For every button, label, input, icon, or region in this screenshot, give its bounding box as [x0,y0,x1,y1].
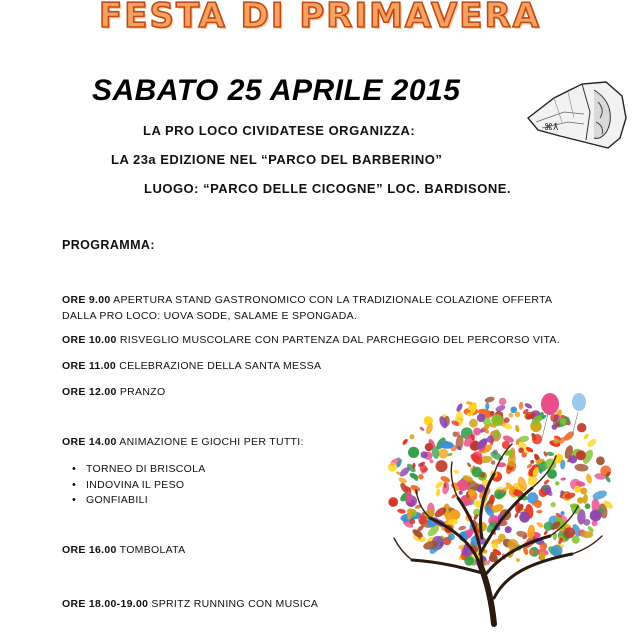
leaf-shape [518,448,524,454]
leaf-shape [466,462,472,468]
leaf-shape [577,423,586,432]
leaf-shape [529,549,535,555]
leaf-shape [524,402,533,409]
leaf-shape [484,396,495,404]
leaf-shape [555,481,559,485]
leaf-shape [539,543,547,551]
leaf-shape [490,411,495,416]
svg-text:⌘ƛ: ⌘ƛ [544,123,559,133]
leaf-shape [551,545,563,557]
leaf-shape [401,438,408,446]
programme-time: ORE 18.00-19.00 [62,598,149,610]
leaf-shape [574,463,589,472]
leaf-shape [407,508,413,514]
leaf-shape [560,418,566,424]
programme-item [62,358,321,374]
leaf-shape [580,488,587,495]
stone-relief-sketch-icon [524,78,630,154]
leaf-shape [421,451,428,458]
programme-heading: PROGRAMMA: [62,238,155,252]
colorful-spring-tree-icon [382,378,618,628]
leaf-shape [514,424,520,432]
leaf-shape [553,438,559,444]
leaf-shape [569,455,577,463]
leaf-shape [576,450,586,460]
programme-text: SPRITZ RUNNING CON MUSICA [148,598,319,610]
leaf-shape [418,515,427,524]
event-date: SABATO 25 APRILE 2015 [92,74,461,107]
leaf-shape [586,437,598,448]
leaf-shape [544,522,553,531]
leaf-shape [459,491,463,495]
leaf-shape [485,402,489,410]
leaf-shape [546,451,554,456]
programme-text: TOMBOLATA [116,544,186,556]
leaf-shape [504,417,510,423]
leaf-shape [518,402,523,410]
leaf-shape [550,414,558,422]
leaf-shape [410,434,415,439]
leaf-shape [390,499,397,506]
leaf-shape [583,433,590,440]
leaf-shape [574,486,581,493]
leaf-shape [448,533,455,540]
organizer-line: LA PRO LOCO CIVIDATESE ORGANIZZA: [143,123,416,138]
leaf-shape [492,543,499,550]
programme-item [62,292,552,324]
leaf-shape [464,556,474,566]
leaf-shape [458,525,467,531]
leaf-shape [477,414,485,422]
leaf-shape [491,460,495,464]
leaf-shape [536,521,545,529]
programme-text: CELEBRAZIONE DELLA SANTA MESSA [116,360,322,372]
leaf-shape [516,558,520,562]
list-item: • GONFIABILI [62,493,206,509]
programme-item [62,596,318,612]
programme-item [62,542,185,558]
list-item: • INDOVINA IL PESO [62,478,206,494]
programme-item [62,332,560,348]
leaf-shape [472,467,483,478]
programme-text: PRANZO [116,386,166,398]
leaf-shape [473,428,481,436]
leaf-shape [509,413,514,418]
leaf-shape [534,500,542,508]
leaf-shape [551,502,556,507]
programme-time: ORE 10.00 [62,334,117,346]
leaf-shape [450,510,461,521]
leaf-shape [519,512,530,523]
programme-time: ORE 12.00 [62,386,117,398]
leaf-shape [585,503,591,509]
games-list [62,462,206,509]
leaf-shape [536,510,543,514]
leaf-shape [455,403,463,413]
leaf-shape [435,488,441,497]
leaf-shape [532,434,542,444]
programme-text: ANIMAZIONE E GIOCHI PER TUTTI: [116,436,304,448]
leaf-shape [408,447,419,458]
leaf-shape [453,469,460,474]
leaf-shape [510,407,517,414]
programme-time: ORE 14.00 [62,436,117,448]
programme-item [62,384,165,400]
leaf-shape [577,497,584,504]
edition-line: LA 23a EDIZIONE NEL “PARCO DEL BARBERINO” [111,152,443,167]
leaf-shape [453,432,458,437]
leaf-shape [418,474,424,480]
programme-text-cont: DALLA PRO LOCO: UOVA SODE, SALAME E SPONGADA. [62,310,358,322]
leaf-shape [468,489,475,496]
programme-time: ORE 16.00 [62,544,117,556]
leaf-shape [484,424,489,429]
poster-title: FESTA DI PRIMAVERA [99,0,541,36]
leaf-shape [438,449,448,459]
leaf-shape [596,456,605,465]
leaf-shape [572,536,580,544]
leaf-shape [585,473,593,484]
leaf-shape [543,479,550,486]
leaf-shape [590,510,602,522]
leaf-shape [419,426,425,432]
leaf-shape [499,398,507,406]
list-item: • TORNEO DI BRISCOLA [62,462,206,478]
leaf-shape [505,526,512,533]
leaf-shape [469,419,478,428]
leaf-shape [500,489,504,493]
programme-time: ORE 11.00 [62,360,117,372]
leaf-shape [436,460,448,472]
programme-time: ORE 9.00 [62,294,111,306]
leaf-shape [530,460,534,464]
leaf-shape [429,459,433,463]
leaf-shape [560,477,566,481]
location-line: LUOGO: “PARCO DELLE CICOGNE” LOC. BARDISONE. [144,181,511,196]
programme-text: APERTURA STAND GASTRONOMICO CON LA TRADIZIONALE COLAZIONE OFFERTA [110,294,553,306]
leaf-shape [410,519,416,525]
leaf-shape [388,463,397,472]
leaf-shape [397,508,406,514]
leaf-shape [420,465,427,472]
leaf-shape [521,452,526,457]
leaf-shape [425,443,433,451]
leaf-shape [561,511,565,515]
programme-item [62,434,304,450]
programme-text: RISVEGLIO MUSCOLARE CON PARTENZA DAL PARCHEGGIO DEL PERCORSO VITA. [116,334,560,346]
